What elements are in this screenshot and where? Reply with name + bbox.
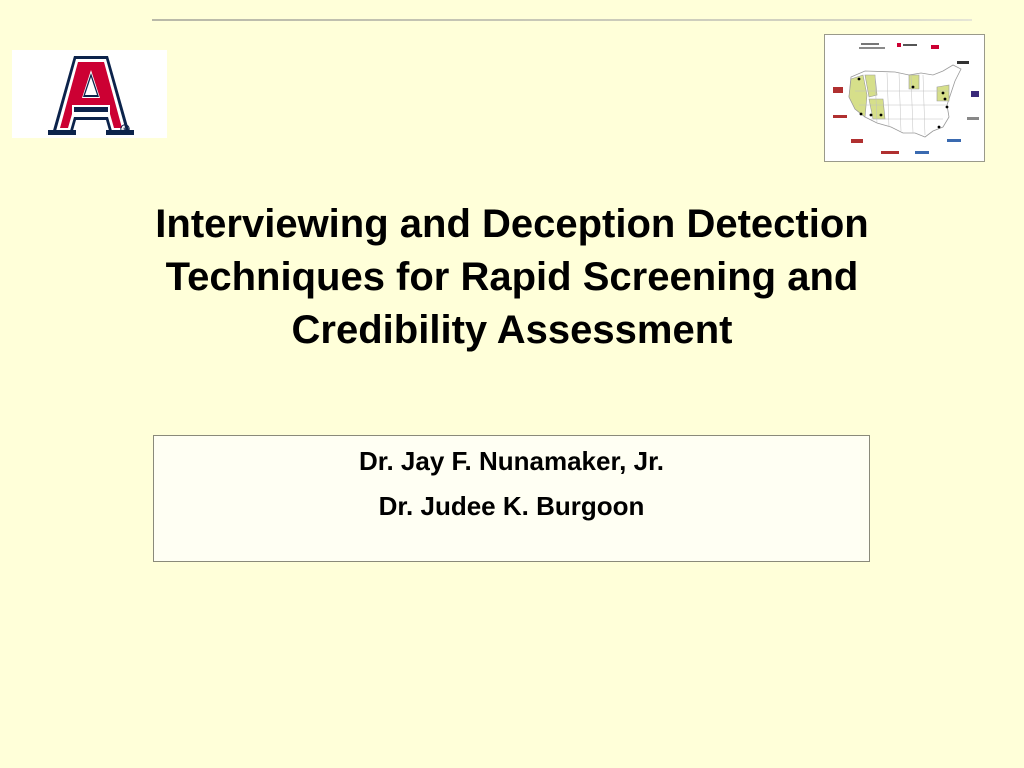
author-name-1: Dr. Jay F. Nunamaker, Jr. — [359, 446, 664, 476]
title-line-3: Credibility Assessment — [291, 308, 733, 352]
author-name-2: Dr. Judee K. Burgoon — [378, 491, 645, 521]
authors-box — [153, 435, 870, 562]
registered-mark: ® — [122, 127, 128, 134]
partner-map-thumbnail — [824, 34, 985, 162]
block-a-icon — [12, 50, 167, 138]
top-divider — [152, 19, 972, 21]
slide-title — [60, 198, 964, 357]
title-line-1: Interviewing and Deception Detection — [155, 202, 869, 246]
university-logo — [12, 50, 167, 138]
us-map-icon — [825, 35, 984, 161]
title-line-2: Techniques for Rapid Screening and — [165, 255, 859, 299]
